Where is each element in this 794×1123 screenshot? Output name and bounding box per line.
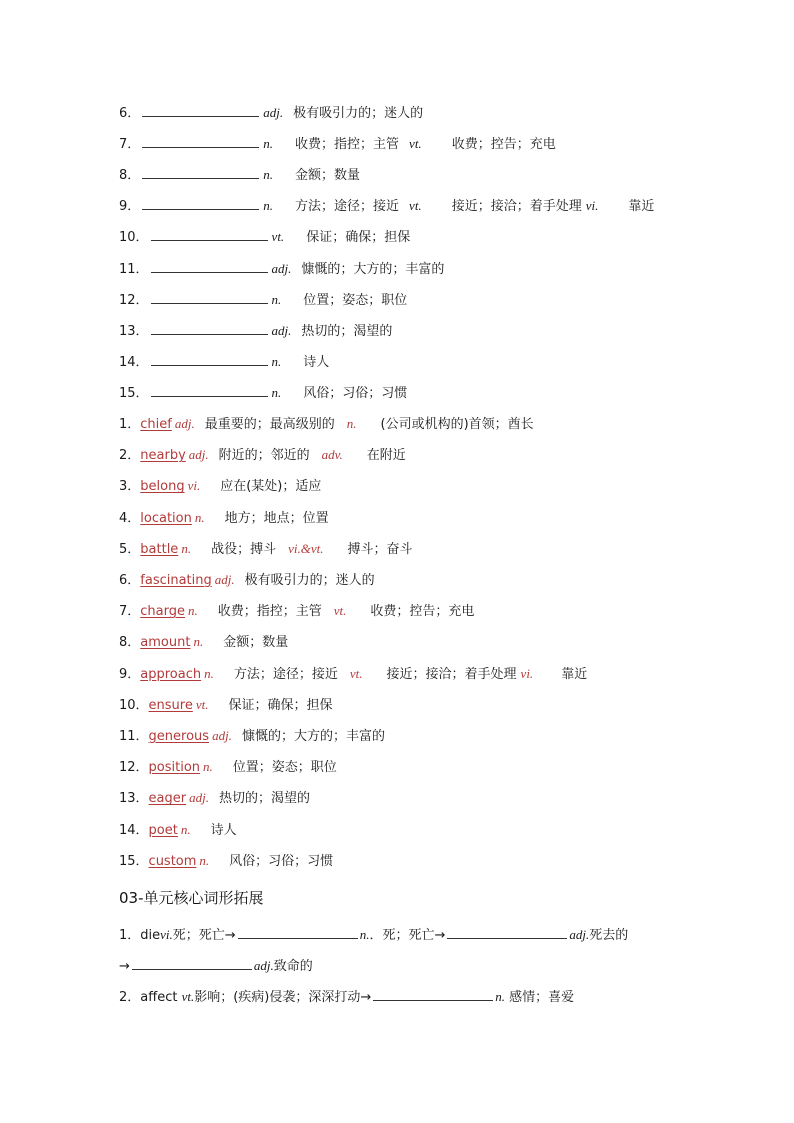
- answer-blank[interactable]: [142, 166, 259, 179]
- definition: 靠近: [628, 199, 655, 215]
- definition: 方法；途径；接近: [295, 199, 400, 215]
- headword: affect: [140, 990, 178, 1005]
- answer-row: [119, 852, 333, 871]
- definition: 收费；指控；主管: [217, 604, 322, 620]
- part-of-speech: n.: [263, 198, 274, 214]
- part-of-speech: vt.: [181, 989, 195, 1004]
- item-number: 10．: [119, 697, 149, 713]
- part-of-speech: adj.: [271, 260, 292, 276]
- item-number: 7．: [119, 604, 141, 620]
- answer-word: nearby: [140, 448, 186, 464]
- answer-word: ensure: [148, 697, 193, 713]
- item-number: 15．: [119, 385, 149, 401]
- answer-word: approach: [140, 666, 202, 682]
- answer-blank[interactable]: [151, 384, 268, 397]
- definition: 热切的；渴望的: [301, 323, 393, 339]
- part-of-speech: n.: [271, 353, 282, 369]
- part-of-speech: vt.: [271, 229, 285, 245]
- item-number: 6．: [119, 106, 141, 121]
- definition: 慷慨的；大方的；丰富的: [301, 261, 445, 277]
- blank-row: [119, 353, 329, 372]
- definition: 死；死亡→: [172, 928, 236, 943]
- answer-word: position: [148, 760, 201, 776]
- definition: 热切的；渴望的: [218, 791, 310, 807]
- part-of-speech: vi.: [187, 478, 201, 494]
- part-of-speech: vi.: [585, 198, 599, 214]
- definition: 诗人: [210, 822, 237, 838]
- definition: 地方；地点；位置: [224, 510, 329, 526]
- definition: 靠近: [561, 666, 588, 682]
- part-of-speech: adj.: [569, 927, 590, 942]
- definition: 风俗；习俗；习惯: [229, 853, 334, 869]
- part-of-speech: adj.: [271, 322, 292, 338]
- part-of-speech: n.: [271, 384, 282, 400]
- definition: 收费；指控；主管: [295, 137, 400, 153]
- blank-row: [119, 166, 360, 185]
- definition: 保证；确保；担保: [228, 697, 333, 713]
- definition: 致命的: [273, 959, 313, 974]
- answer-word: generous: [148, 729, 210, 744]
- part-of-speech: n.: [495, 989, 506, 1004]
- part-of-speech: adj.: [263, 105, 284, 120]
- item-number: 13．: [119, 323, 149, 339]
- part-of-speech: vt.: [195, 696, 209, 712]
- answer-row: [119, 727, 385, 746]
- item-number: 12．: [119, 760, 149, 776]
- part-of-speech: adj.: [174, 416, 195, 431]
- item-number: 10．: [119, 230, 149, 246]
- item-number: 2．: [119, 448, 141, 464]
- part-of-speech: adv.: [321, 447, 343, 463]
- part-of-speech: vt.: [349, 665, 363, 681]
- item-number: 3．: [119, 479, 141, 495]
- headword: die: [140, 928, 161, 943]
- definition: 死去的: [589, 928, 629, 943]
- part-of-speech: vt.: [409, 136, 422, 152]
- part-of-speech: n.: [204, 665, 214, 681]
- answer-blank[interactable]: [132, 957, 252, 970]
- blank-row: [119, 197, 654, 216]
- answer-blank[interactable]: [142, 104, 259, 117]
- definition: (公司或机构的)首领；酋长: [380, 417, 534, 432]
- word-form-item-2: [119, 988, 574, 1007]
- item-number: 9．: [119, 666, 141, 682]
- answer-row: [119, 633, 288, 652]
- answer-word: eager: [148, 791, 187, 807]
- item-number: 4．: [119, 510, 141, 526]
- answer-blank[interactable]: [151, 228, 268, 241]
- answer-word: poet: [148, 822, 178, 838]
- definition: 慷慨的；大方的；丰富的: [241, 729, 385, 744]
- item-number: 13．: [119, 791, 149, 807]
- answer-word: fascinating: [140, 573, 212, 588]
- definition: 战役；搏斗: [211, 541, 277, 557]
- item-number: 1．: [119, 417, 141, 432]
- item-number: 1．: [119, 928, 141, 943]
- definition: 金额；数量: [295, 168, 361, 184]
- word-form-item-1: [119, 926, 628, 945]
- item-number: 11．: [119, 729, 149, 744]
- part-of-speech: n.: [193, 634, 204, 650]
- answer-word: location: [140, 510, 192, 526]
- definition: 接近；接洽；着手处理: [451, 199, 582, 215]
- answer-blank[interactable]: [151, 291, 268, 304]
- part-of-speech: n.: [271, 291, 282, 307]
- definition: 极有吸引力的；迷人的: [244, 573, 375, 588]
- answer-row: [119, 415, 534, 434]
- item-number: 14．: [119, 822, 149, 838]
- definition: 感情；喜爱: [509, 990, 575, 1005]
- blank-row: [119, 135, 556, 154]
- part-of-speech: vi.: [160, 927, 173, 942]
- blank-row: [119, 291, 407, 310]
- item-number: 9．: [119, 199, 141, 215]
- answer-row: [119, 571, 375, 590]
- item-number: 14．: [119, 354, 149, 370]
- blank-row: [119, 104, 423, 123]
- blank-row: [119, 322, 392, 341]
- answer-blank[interactable]: [151, 353, 268, 366]
- answer-row: [119, 477, 321, 496]
- answer-row: [119, 821, 237, 840]
- definition: 附近的；邻近的: [218, 448, 310, 464]
- definition: 影响；(疾病)侵袭；深深打动→: [194, 990, 372, 1005]
- answer-row: [119, 758, 337, 777]
- item-number: 5．: [119, 541, 141, 557]
- item-number: 8．: [119, 168, 141, 184]
- definition: 位置；姿态；职位: [232, 760, 337, 776]
- item-number: 2．: [119, 990, 141, 1005]
- answer-row: [119, 446, 406, 465]
- item-number: 7．: [119, 137, 141, 153]
- answer-row: [119, 509, 329, 528]
- part-of-speech: n.: [188, 603, 198, 619]
- answer-blank[interactable]: [151, 322, 268, 335]
- part-of-speech: vi.&vt.: [288, 540, 324, 556]
- answer-word: charge: [140, 604, 186, 620]
- definition: 搏斗；奋斗: [347, 541, 413, 557]
- part-of-speech: vt.: [409, 198, 422, 214]
- part-of-speech: n.: [180, 821, 191, 837]
- definition: ．死；死亡→: [369, 928, 446, 943]
- answer-word: custom: [148, 853, 197, 869]
- part-of-speech: adj.: [214, 572, 235, 587]
- answer-row: [119, 540, 412, 559]
- part-of-speech: n.: [199, 852, 210, 868]
- part-of-speech: n.: [263, 136, 274, 152]
- definition: 风俗；习俗；习惯: [303, 385, 408, 401]
- part-of-speech: n.: [194, 509, 205, 525]
- definition: 在附近: [366, 448, 406, 464]
- definition: 应在(某处)；适应: [220, 479, 322, 495]
- definition: 最重要的；最高级别的: [204, 417, 335, 432]
- part-of-speech: adj.: [212, 728, 232, 743]
- blank-row: [119, 228, 410, 247]
- part-of-speech: n.: [203, 759, 213, 775]
- answer-blank[interactable]: [142, 197, 259, 210]
- blank-row: [119, 384, 407, 403]
- definition: 方法；途径；接近: [233, 666, 338, 682]
- item-number: 15．: [119, 853, 149, 869]
- definition: 金额；数量: [223, 635, 289, 651]
- definition: 位置；姿态；职位: [303, 292, 408, 308]
- answer-word: chief: [140, 417, 172, 432]
- part-of-speech: n.: [359, 927, 370, 942]
- answer-row: [119, 789, 310, 808]
- definition: 诗人: [303, 354, 330, 370]
- item-number: 6．: [119, 573, 141, 588]
- definition: 接近；接洽；着手处理: [386, 666, 517, 682]
- answer-blank[interactable]: [142, 135, 259, 148]
- definition: 收费；控告；充电: [370, 604, 475, 620]
- definition: 收费；控告；充电: [451, 137, 556, 153]
- item-number: 11．: [119, 261, 149, 277]
- part-of-speech: vi.: [520, 665, 534, 681]
- definition: 极有吸引力的；迷人的: [293, 106, 424, 121]
- definition: 保证；确保；担保: [306, 230, 411, 246]
- answer-word: battle: [140, 541, 179, 557]
- part-of-speech: adj.: [253, 958, 274, 973]
- part-of-speech: n.: [346, 416, 357, 431]
- answer-row: [119, 602, 474, 621]
- answer-blank[interactable]: [151, 260, 268, 273]
- part-of-speech: adj.: [189, 790, 209, 806]
- word-form-item-1-continued: [119, 957, 313, 976]
- arrow: →: [119, 959, 130, 974]
- section-heading: 03-单元核心词形拓展: [119, 889, 264, 907]
- answer-row: [119, 696, 333, 715]
- answer-blank[interactable]: [238, 926, 358, 939]
- item-number: 8．: [119, 635, 141, 651]
- answer-row: [119, 665, 587, 684]
- part-of-speech: n.: [263, 167, 274, 183]
- answer-word: belong: [140, 479, 185, 495]
- part-of-speech: n.: [181, 540, 192, 556]
- item-number: 12．: [119, 292, 149, 308]
- answer-word: amount: [140, 635, 191, 651]
- part-of-speech: vt.: [333, 603, 347, 619]
- answer-blank[interactable]: [373, 988, 493, 1001]
- blank-row: [119, 260, 444, 279]
- part-of-speech: adj.: [188, 447, 209, 463]
- answer-blank[interactable]: [447, 926, 567, 939]
